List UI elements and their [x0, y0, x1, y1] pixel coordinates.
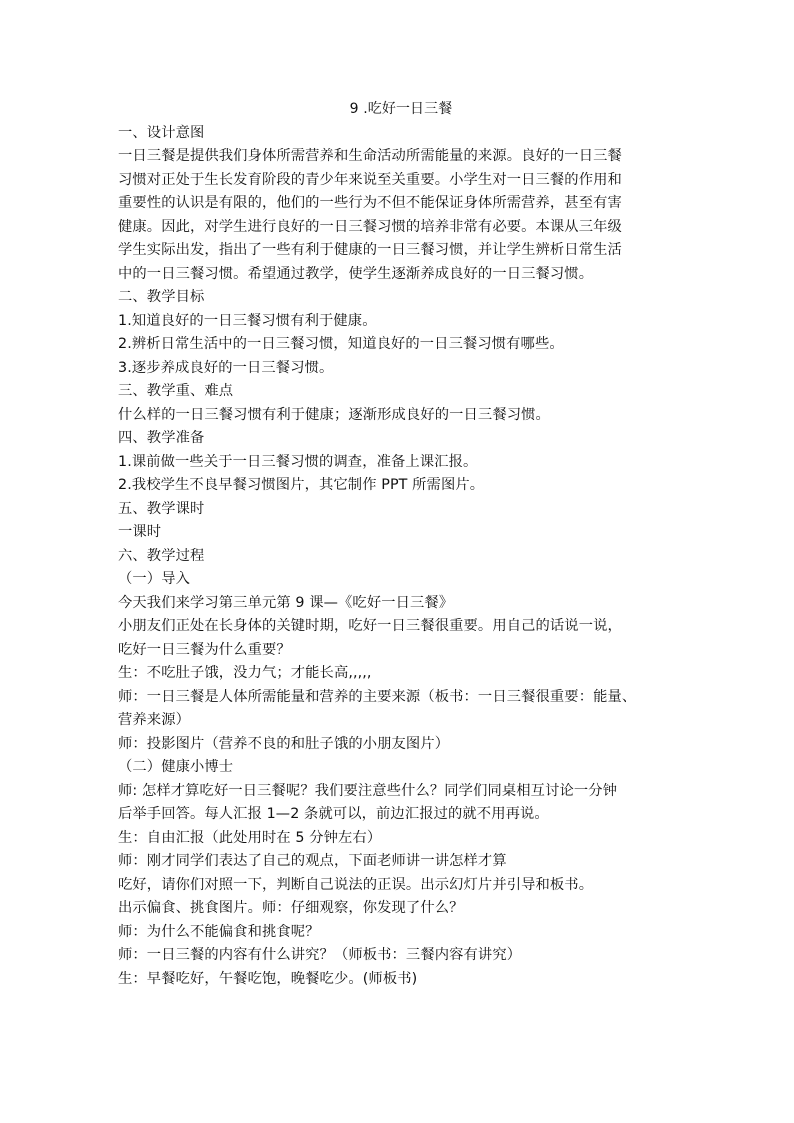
subsection-heading-health-expert: （二）健康小博士: [118, 759, 234, 775]
section-heading-class-hours: 五、教学课时: [118, 500, 205, 517]
paragraph-line: 什么样的一日三餐习惯有利于健康；逐渐形成良好的一日三餐习惯。: [118, 406, 550, 423]
paragraph-line: 生：自由汇报（此处用时在 5 分钟左右）: [118, 829, 382, 846]
document-title: 9 .吃好一日三餐: [349, 101, 453, 117]
paragraph-line: 生：不吃肚子饿，没力气；才能长高,,,,,: [118, 665, 372, 681]
paragraph-line: 今天我们来学习第三单元第 9 课—《吃好一日三餐》: [118, 594, 454, 611]
section-heading-teaching-process: 六、教学过程: [118, 547, 205, 564]
paragraph-line: 健康。因此，对学生进行良好的一日三餐习惯的培养非常有必要。本课从三年级: [118, 218, 622, 235]
paragraph-line: 习惯对正处于生长发育阶段的青少年来说至关重要。小学生对一日三餐的作用和: [118, 171, 622, 188]
paragraph-line: 师：刚才同学们表达了自己的观点，下面老师讲一讲怎样才算: [118, 853, 507, 869]
paragraph-line: 一课时: [118, 524, 162, 540]
section-heading-design-intent: 一、设计意图: [118, 124, 205, 141]
list-item: 2.我校学生不良早餐习惯图片，其它制作 PPT 所需图片。: [118, 477, 485, 493]
subsection-heading-intro: （一）导入: [118, 571, 190, 587]
paragraph-line: 小朋友们正处在长身体的关键时期，吃好一日三餐很重要。用自己的话说一说，: [118, 618, 622, 634]
paragraph-line: 营养来源）: [118, 712, 190, 728]
paragraph-line: 师：投影图片（营养不良的和肚子饿的小朋友图片）: [118, 735, 450, 752]
paragraph-line: 后举手回答。每人汇报 1—2 条就可以，前边汇报过的就不用再说。: [118, 806, 549, 822]
section-heading-key-points: 三、教学重、难点: [118, 383, 234, 399]
paragraph-line: 重要性的认识是有限的，他们的一些行为不但不能保证身体所需营养，甚至有害: [118, 195, 622, 211]
paragraph-line: 出示偏食、挑食图片。师：仔细观察，你发现了什么？: [118, 900, 464, 916]
document-body: [118, 98, 684, 991]
list-item: 3.逐步养成良好的一日三餐习惯。: [118, 359, 334, 376]
paragraph-line: 师：为什么不能偏食和挑食呢？: [118, 923, 320, 940]
paragraph-line: 吃好一日三餐为什么重要？: [118, 641, 291, 658]
list-item: 1.课前做一些关于一日三餐习惯的调查，准备上课汇报。: [118, 453, 478, 470]
paragraph-line: 学生实际出发，指出了一些有利于健康的一日三餐习惯，并让学生辨析日常生活: [118, 242, 622, 258]
paragraph-line: 生：早餐吃好，午餐吃饱，晚餐吃少。(师板书): [118, 970, 418, 987]
list-item: 2.辨析日常生活中的一日三餐习惯，知道良好的一日三餐习惯有哪些。: [118, 336, 564, 352]
section-heading-teaching-goals: 二、教学目标: [118, 289, 205, 305]
paragraph-line: 师：一日三餐是人体所需能量和营养的主要来源（板书：一日三餐很重要：能量、: [118, 688, 637, 705]
list-item: 1.知道良好的一日三餐习惯有利于健康。: [118, 312, 377, 329]
paragraph-line: 吃好，请你们对照一下，判断自己说法的正误。出示幻灯片并引导和板书。: [118, 876, 594, 893]
paragraph-line: 一日三餐是提供我们身体所需营养和生命活动所需能量的来源。良好的一日三餐: [118, 148, 622, 164]
section-heading-preparation: 四、教学准备: [118, 430, 205, 446]
paragraph-line: 师: 怎样才算吃好一日三餐呢？我们要注意些什么？同学们同桌相互讨论一分钟: [118, 782, 618, 799]
paragraph-line: 师：一日三餐的内容有什么讲究？（师板书：三餐内容有讲究）: [118, 947, 522, 963]
paragraph-line: 中的一日三餐习惯。希望通过教学，使学生逐渐养成良好的一日三餐习惯。: [118, 265, 594, 282]
